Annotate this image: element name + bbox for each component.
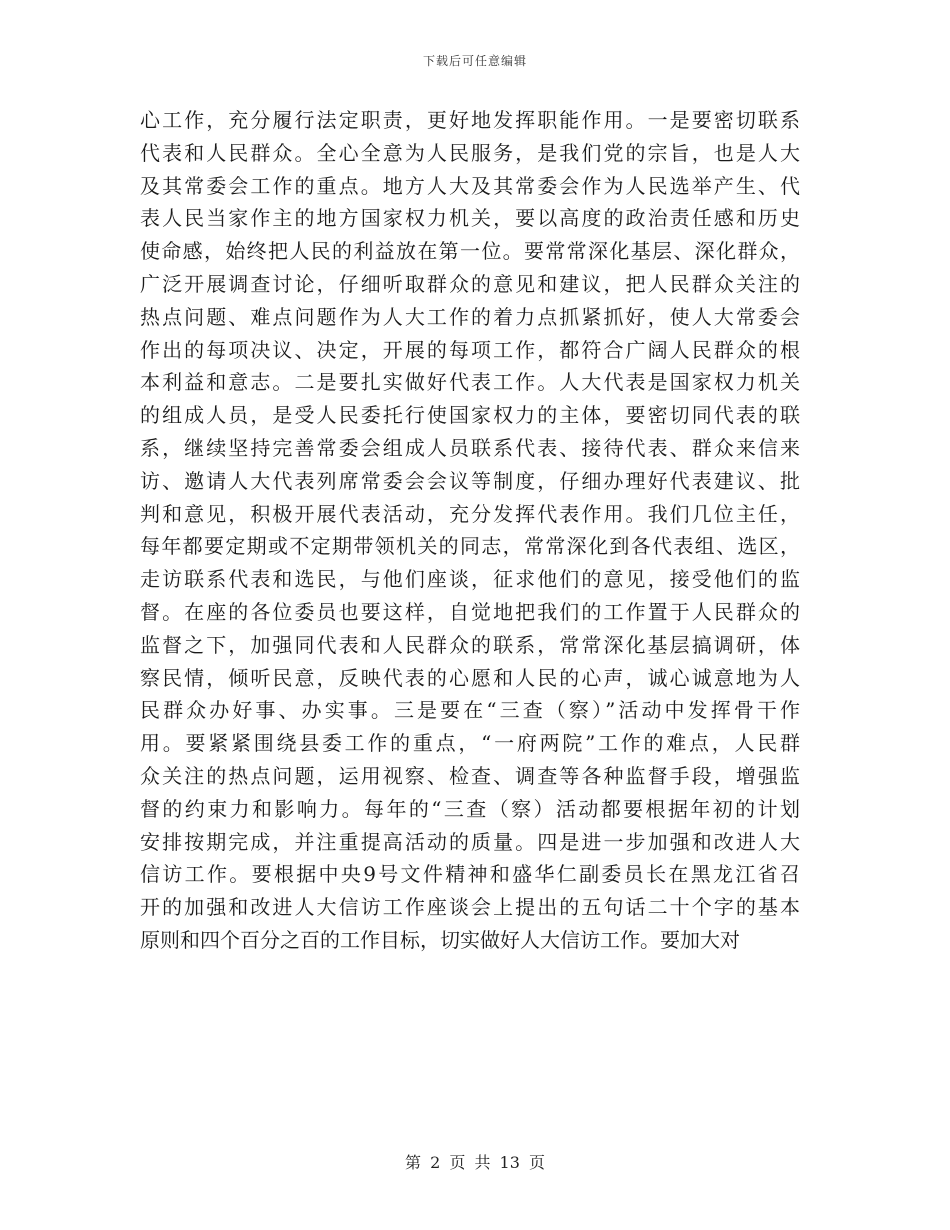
text-line: 开的加强和改进人大信访工作座谈会上提出的五句话二十个字的基本 bbox=[140, 895, 800, 920]
text-line: 使命感，始终把人民的利益放在第一位。要常常深化基层、深化群众， bbox=[140, 239, 800, 264]
page-number: 第 2 页 共 13 页 bbox=[405, 1153, 545, 1172]
text-line: 原则和四个百分之百的工作目标，切实做好人大信访工作。要加大对 bbox=[140, 927, 740, 952]
text-line: 本利益和意志。二是要扎实做好代表工作。人大代表是国家权力机关 bbox=[140, 370, 800, 395]
text-line: 用。要紧紧围绕县委工作的重点，“一府两院”工作的难点，人民群 bbox=[140, 731, 800, 756]
text-line: 察民情，倾听民意，反映代表的心愿和人民的心声，诚心诚意地为人 bbox=[140, 665, 800, 690]
text-line: 督。在座的各位委员也要这样，自觉地把我们的工作置于人民群众的 bbox=[140, 599, 800, 624]
text-line: 的组成人员，是受人民委托行使国家权力的主体，要密切同代表的联 bbox=[140, 403, 800, 428]
text-line: 作出的每项决议、决定，开展的每项工作，都符合广阔人民群众的根 bbox=[140, 337, 800, 362]
text-line: 每年都要定期或不定期带领机关的同志，常常深化到各代表组、选区， bbox=[140, 534, 800, 559]
text-line: 监督之下，加强同代表和人民群众的联系，常常深化基层搞调研，体 bbox=[140, 632, 800, 657]
page-header-note: 下载后可任意编辑 bbox=[422, 54, 527, 68]
text-line: 广泛开展调查讨论，仔细听取群众的意见和建议，把人民群众关注的 bbox=[140, 271, 800, 296]
document-body bbox=[140, 104, 800, 957]
text-line: 热点问题、难点问题作为人大工作的着力点抓紧抓好，使人大常委会 bbox=[140, 304, 800, 329]
text-line: 走访联系代表和选民，与他们座谈，征求他们的意见，接受他们的监 bbox=[140, 567, 800, 592]
text-line: 安排按期完成，并注重提高活动的质量。四是进一步加强和改进人大 bbox=[140, 829, 800, 854]
text-line: 系，继续坚持完善常委会组成人员联系代表、接待代表、群众来信来 bbox=[140, 435, 800, 460]
text-line: 访、邀请人大代表列席常委会会议等制度，仔细办理好代表建议、批 bbox=[140, 468, 800, 493]
text-line: 信访工作。要根据中央9号文件精神和盛华仁副委员长在黑龙江省召 bbox=[140, 862, 800, 887]
text-line: 民群众办好事、办实事。三是要在“三查（察）”活动中发挥骨干作 bbox=[140, 698, 800, 723]
text-line: 及其常委会工作的重点。地方人大及其常委会作为人民选举产生、代 bbox=[140, 173, 800, 198]
text-line: 众关注的热点问题，运用视察、检查、调查等各种监督手段，增强监 bbox=[140, 763, 800, 788]
text-line: 判和意见，积极开展代表活动，充分发挥代表作用。我们几位主任， bbox=[140, 501, 800, 526]
text-line: 代表和人民群众。全心全意为人民服务，是我们党的宗旨，也是人大 bbox=[140, 140, 800, 165]
text-line: 督的约束力和影响力。每年的“三查（察）活动都要根据年初的计划 bbox=[140, 796, 800, 821]
text-line: 心工作，充分履行法定职责，更好地发挥职能作用。一是要密切联系 bbox=[140, 108, 800, 132]
text-line: 表人民当家作主的地方国家权力机关，要以高度的政治责任感和历史 bbox=[140, 206, 800, 231]
